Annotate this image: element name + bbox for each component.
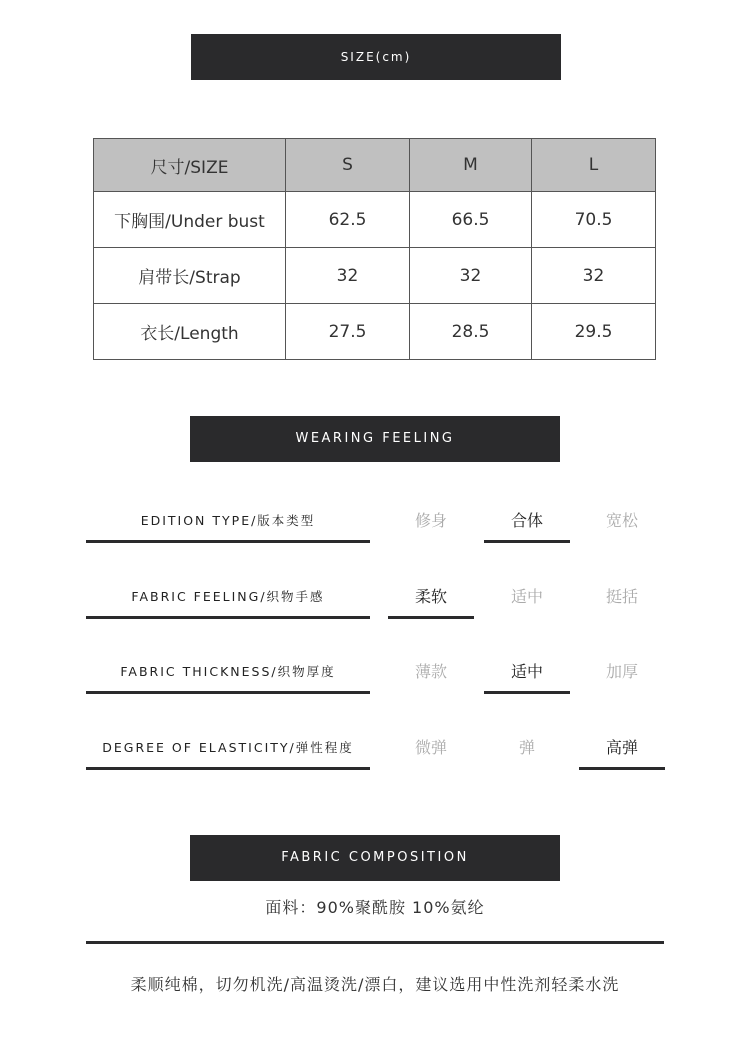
header-size-l: L xyxy=(532,139,656,192)
feeling-option: 修身 xyxy=(414,511,447,530)
feeling-option-selected: 高弹 xyxy=(579,729,665,770)
care-instructions: 柔顺纯棉，切勿机洗/高温烫洗/漂白，建议选用中性洗剂轻柔水洗 xyxy=(130,975,620,994)
table-row xyxy=(94,248,656,304)
feeling-option: 适中 xyxy=(510,587,543,606)
cell-value: 32 xyxy=(532,248,656,304)
size-table xyxy=(93,138,656,360)
feeling-option-selected: 适中 xyxy=(484,653,570,694)
cell-value: 28.5 xyxy=(410,304,532,360)
feeling-option: 宽松 xyxy=(605,511,638,530)
cell-value: 32 xyxy=(286,248,410,304)
feeling-option: 微弹 xyxy=(414,738,447,757)
cell-value: 27.5 xyxy=(286,304,410,360)
row-label: 下胸围/Under bust xyxy=(94,192,286,248)
composition-text: 面料：90%聚酰胺 10%氨纶 xyxy=(265,898,485,917)
feeling-option-selected: 柔软 xyxy=(388,578,474,619)
cell-value: 32 xyxy=(410,248,532,304)
feeling-label: EDITION TYPE/版本类型 xyxy=(86,502,370,543)
feeling-row-fabric-feeling xyxy=(0,578,750,618)
feeling-row-elasticity xyxy=(0,729,750,769)
feeling-label: DEGREE OF ELASTICITY/弹性程度 xyxy=(86,729,370,770)
divider xyxy=(86,941,664,944)
row-label: 肩带长/Strap xyxy=(94,248,286,304)
feeling-row-edition-type xyxy=(0,502,750,542)
cell-value: 62.5 xyxy=(286,192,410,248)
feeling-option-selected: 合体 xyxy=(484,502,570,543)
cell-value: 29.5 xyxy=(532,304,656,360)
feeling-option: 弹 xyxy=(518,738,535,757)
feeling-row-fabric-thickness xyxy=(0,653,750,693)
feeling-label: FABRIC THICKNESS/织物厚度 xyxy=(86,653,370,694)
size-table-header-row xyxy=(94,139,656,192)
cell-value: 66.5 xyxy=(410,192,532,248)
feeling-option: 挺括 xyxy=(605,587,638,606)
header-size-s: S xyxy=(286,139,410,192)
fabric-composition-banner: FABRIC COMPOSITION xyxy=(190,835,560,881)
feeling-option: 薄款 xyxy=(414,662,447,681)
table-row xyxy=(94,192,656,248)
feeling-label: FABRIC FEELING/织物手感 xyxy=(86,578,370,619)
cell-value: 70.5 xyxy=(532,192,656,248)
wearing-feeling-banner: WEARING FEELING xyxy=(190,416,560,462)
size-banner: SIZE(cm) xyxy=(191,34,561,80)
header-size-m: M xyxy=(410,139,532,192)
header-size-label: 尺寸/SIZE xyxy=(94,139,286,192)
feeling-option: 加厚 xyxy=(605,662,638,681)
row-label: 衣长/Length xyxy=(94,304,286,360)
table-row xyxy=(94,304,656,360)
